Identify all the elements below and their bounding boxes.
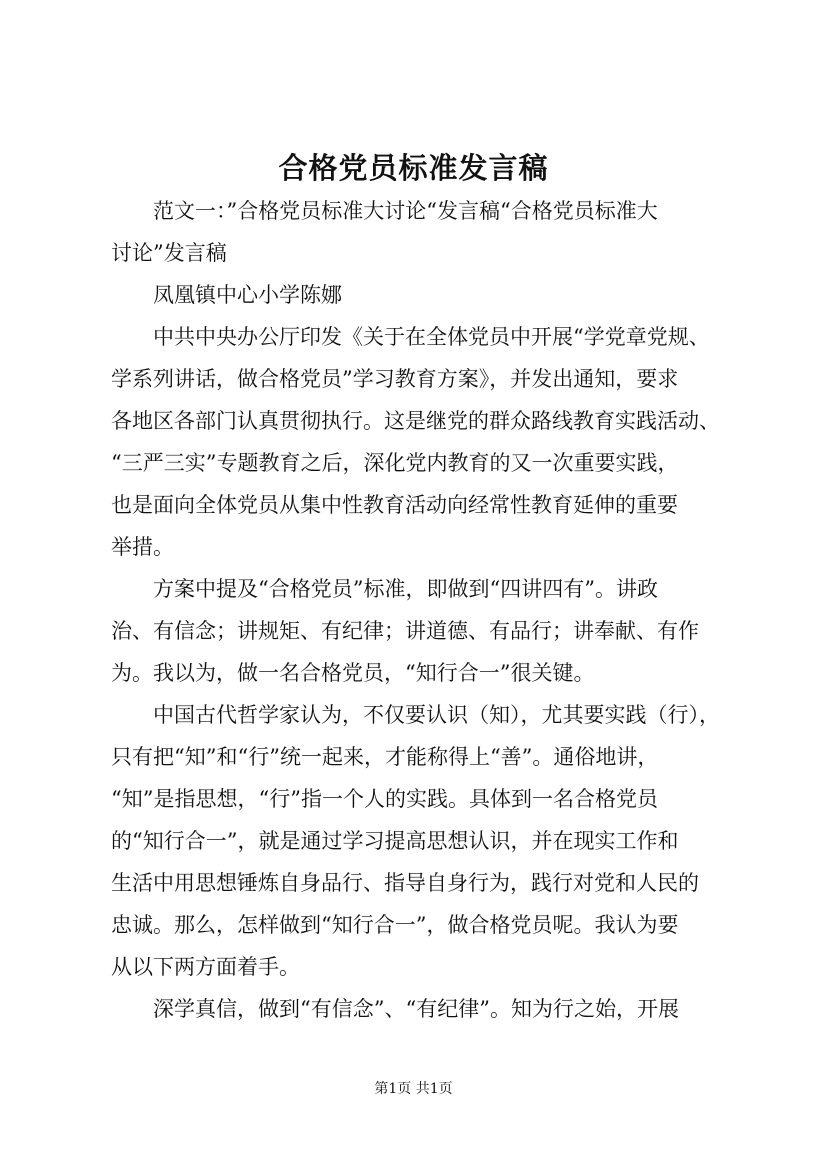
text-line: 也是面向全体党员从集中性教育活动向经常性教育延伸的重要	[111, 493, 678, 517]
text-line: 生活中用思想锤炼自身品行、指导自身行为，践行对党和人民的	[111, 871, 699, 895]
text-line: 中共中央办公厅印发《关于在全体党员中开展“学党章党规、	[153, 325, 710, 349]
paragraph	[111, 316, 723, 568]
text-line: 方案中提及“合格党员”标准，即做到“四讲四有”。讲政	[153, 577, 658, 601]
text-line: 学系列讲话，做合格党员”学习教育方案》，并发出通知，要求	[111, 367, 679, 391]
text-line: 中国古代哲学家认为，不仅要认识（知），尤其要实践（行），	[153, 703, 720, 727]
text-line: 从以下两方面着手。	[111, 955, 300, 979]
text-line: 举措。	[111, 535, 174, 559]
paragraph	[111, 190, 723, 274]
paragraph	[111, 274, 723, 316]
text-line: “知”是指思想，“行”指一个人的实践。具体到一名合格党员	[111, 787, 658, 811]
text-line: 治、有信念；讲规矩、有纪律；讲道德、有品行；讲奉献、有作	[111, 619, 699, 643]
text-line: 的“知行合一”，就是通过学习提高思想认识，并在现实工作和	[111, 829, 679, 853]
text-line: 范文一：”合格党员标准大讨论“发言稿“合格党员标准大	[153, 199, 658, 223]
author-line: 凤凰镇中心小学陈娜	[153, 283, 342, 307]
document-title: 合格党员标准发言稿	[278, 151, 549, 185]
document-body	[111, 190, 723, 1030]
text-line: 深学真信，做到“有信念”、“有纪律”。知为行之始，开展	[153, 997, 679, 1021]
paragraph	[111, 694, 723, 988]
text-line: “三严三实”专题教育之后，深化党内教育的又一次重要实践，	[111, 451, 679, 475]
paragraph	[111, 988, 723, 1030]
paragraph	[111, 568, 723, 694]
text-line: 讨论”发言稿	[111, 241, 227, 265]
text-line: 只有把“知”和“行”统一起来，才能称得上“善”。通俗地讲，	[111, 745, 659, 769]
text-line: 各地区各部门认真贯彻执行。这是继党的群众路线教育实践活动、	[111, 409, 720, 433]
page-footer: 第1页 共1页	[374, 1081, 453, 1097]
text-line: 忠诚。那么，怎样做到“知行合一”，做合格党员呢。我认为要	[111, 913, 679, 937]
text-line: 为。我以为，做一名合格党员，“知行合一”很关键。	[111, 661, 595, 685]
